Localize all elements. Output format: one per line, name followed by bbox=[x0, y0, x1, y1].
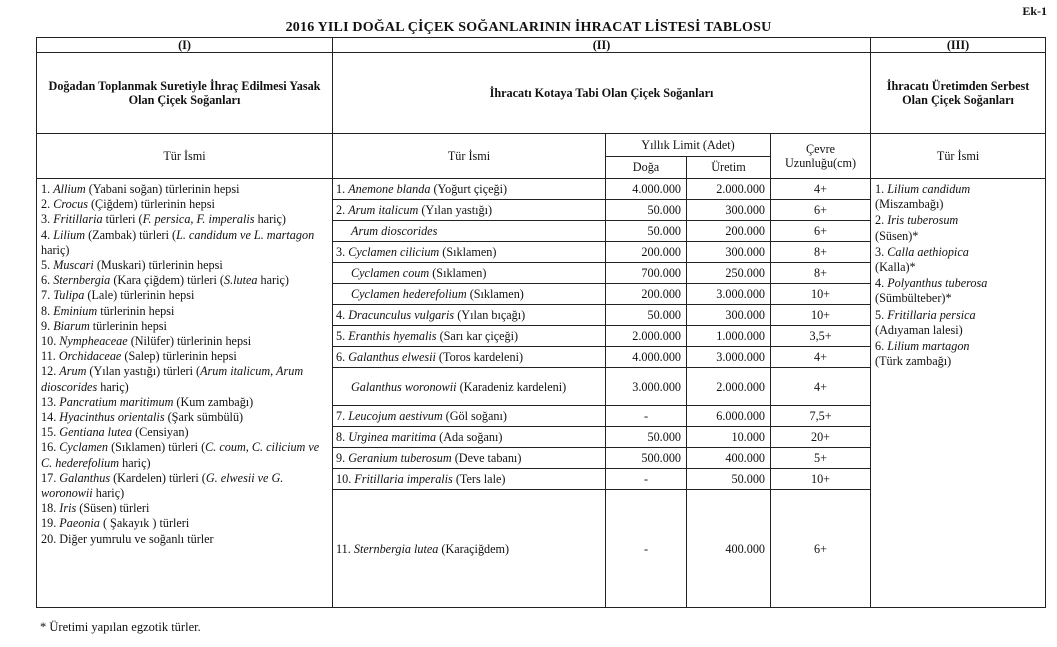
common-name: (Karaçiğdem) bbox=[438, 541, 510, 556]
item-number: 20. bbox=[41, 531, 57, 546]
item-number: 17. bbox=[41, 470, 57, 485]
list-item bbox=[41, 288, 328, 303]
item-text: (Kara çiğdem) türleri ( bbox=[110, 273, 224, 288]
quota-species-name bbox=[333, 490, 606, 608]
item-number: 15. bbox=[41, 425, 57, 440]
circumference-cell: 10+ bbox=[771, 284, 871, 305]
common-name: (Göl soğanı) bbox=[442, 409, 507, 423]
scientific-name: Muscari bbox=[53, 258, 94, 273]
quota-species-name bbox=[333, 284, 606, 305]
common-name: (Adıyaman lalesi) bbox=[875, 322, 963, 337]
item-text: türleri ( bbox=[102, 212, 143, 227]
item-number: 6. bbox=[41, 273, 51, 288]
scientific-name: Crocus bbox=[53, 197, 88, 212]
col1-roman: (I) bbox=[37, 38, 333, 53]
circumference-cell: 7,5+ bbox=[771, 406, 871, 427]
scientific-name: Hyacinthus orientalis bbox=[59, 410, 165, 425]
quota-species-name bbox=[333, 406, 606, 427]
production-limit-cell: 200.000 bbox=[687, 221, 771, 242]
item-number: 11. bbox=[41, 349, 56, 364]
list-item bbox=[875, 308, 1041, 338]
circumference-header: Çevre Uzunluğu(cm) bbox=[771, 134, 871, 179]
production-limit-cell: 300.000 bbox=[687, 305, 771, 326]
list-item bbox=[41, 425, 328, 440]
list-item bbox=[41, 304, 328, 319]
quota-species-name bbox=[333, 221, 606, 242]
scientific-name: Cyclamen cilicium bbox=[348, 245, 440, 259]
scientific-name: C. coum, C. cilicium ve C. hederefolium bbox=[41, 440, 320, 470]
item-number: 12. bbox=[41, 364, 57, 379]
production-limit-cell: 300.000 bbox=[687, 200, 771, 221]
item-number: 11. bbox=[336, 541, 351, 556]
item-number: 6. bbox=[336, 350, 346, 364]
common-name: (Kalla)* bbox=[875, 260, 916, 275]
circumference-cell: 4+ bbox=[771, 179, 871, 200]
scientific-name: Arum italicum, Arum dioscorides bbox=[41, 364, 304, 394]
list-item bbox=[41, 440, 328, 470]
item-text: (Sıklamen) türleri ( bbox=[108, 440, 206, 455]
col2-description: İhracatı Kotaya Tabi Olan Çiçek Soğanları bbox=[333, 53, 871, 134]
production-limit-cell: 2.000.000 bbox=[687, 368, 771, 406]
scientific-name: Anemone blanda bbox=[348, 182, 431, 196]
item-text: hariç) bbox=[119, 455, 151, 470]
production-limit-cell: 250.000 bbox=[687, 263, 771, 284]
item-number: 10. bbox=[41, 334, 57, 349]
list-item bbox=[875, 182, 1041, 212]
item-number: 14. bbox=[41, 410, 57, 425]
list-item bbox=[41, 532, 328, 547]
nature-limit-cell: 200.000 bbox=[606, 284, 687, 305]
circumference-cell: 8+ bbox=[771, 263, 871, 284]
footnote: * Üretimi yapılan egzotik türler. bbox=[40, 620, 201, 634]
scientific-name: Galanthus elwesii bbox=[348, 350, 436, 364]
production-limit-cell: 2.000.000 bbox=[687, 179, 771, 200]
production-limit-cell: 3.000.000 bbox=[687, 284, 771, 305]
nature-limit-cell: - bbox=[606, 406, 687, 427]
scientific-name: Orchidaceae bbox=[58, 349, 122, 364]
production-limit-cell: 6.000.000 bbox=[687, 406, 771, 427]
export-list-table bbox=[36, 37, 1046, 608]
list-item bbox=[875, 339, 1041, 369]
common-name: (Yoğurt çiçeği) bbox=[430, 182, 508, 196]
item-number: 1. bbox=[336, 182, 346, 196]
scientific-name: Leucojum aestivum bbox=[348, 409, 443, 423]
scientific-name: G. elwesii ve G. woronowii bbox=[41, 470, 284, 501]
scientific-name: Cyclamen coum bbox=[351, 266, 430, 280]
item-number: 4. bbox=[336, 308, 346, 322]
list-item bbox=[41, 258, 328, 273]
item-text: (Zambak) türleri ( bbox=[85, 227, 177, 242]
item-number: 3. bbox=[875, 244, 885, 259]
common-name: (Sarı kar çiçeği) bbox=[436, 329, 519, 343]
list-item bbox=[875, 213, 1041, 243]
common-name: (Sıklamen) bbox=[429, 266, 487, 280]
production-limit-cell: 400.000 bbox=[687, 490, 771, 608]
scientific-name: Iris bbox=[59, 501, 77, 516]
item-text: ( Şakayık ) türleri bbox=[99, 516, 190, 531]
common-name: (Sümbülteber)* bbox=[875, 291, 952, 306]
item-text: (Çiğdem) türlerinin hepsi bbox=[87, 197, 215, 212]
scientific-name: Pancratium maritimum bbox=[59, 394, 174, 409]
scientific-name: Fritillaria bbox=[53, 212, 103, 227]
circumference-cell: 3,5+ bbox=[771, 326, 871, 347]
scientific-name: Eranthis hyemalis bbox=[348, 329, 437, 343]
item-text: (Kum zambağı) bbox=[173, 394, 254, 409]
common-name: (Yılan bıçağı) bbox=[454, 308, 526, 322]
scientific-name: Cyclamen hederefolium bbox=[351, 287, 467, 301]
item-number: 7. bbox=[41, 288, 51, 303]
nature-limit-cell: 4.000.000 bbox=[606, 179, 687, 200]
scientific-name: Iris tuberosum bbox=[887, 213, 959, 228]
nature-limit-cell: 50.000 bbox=[606, 427, 687, 448]
nature-limit-cell: 2.000.000 bbox=[606, 326, 687, 347]
nature-limit-cell: - bbox=[606, 490, 687, 608]
circumference-cell: 4+ bbox=[771, 368, 871, 406]
scientific-name: Calla aethiopica bbox=[887, 244, 969, 259]
item-number: 4. bbox=[875, 276, 885, 291]
list-item bbox=[41, 471, 328, 501]
common-name: (Ada soğanı) bbox=[436, 430, 503, 444]
production-limit-cell: 400.000 bbox=[687, 448, 771, 469]
page-title: 2016 YILI DOĞAL ÇİÇEK SOĞANLARININ İHRACAT LİSTESİ TABLOSU bbox=[285, 20, 772, 35]
item-text: (Muskari) türlerinin hepsi bbox=[93, 258, 223, 273]
item-number: 1. bbox=[875, 182, 885, 196]
common-name: (Süsen)* bbox=[875, 228, 919, 243]
quota-species-name bbox=[333, 179, 606, 200]
nature-limit-cell: 4.000.000 bbox=[606, 347, 687, 368]
item-number: 18. bbox=[41, 501, 57, 516]
circumference-cell: 5+ bbox=[771, 448, 871, 469]
scientific-name: Sternbergia bbox=[53, 273, 111, 288]
item-text: (Süsen) türleri bbox=[76, 501, 150, 516]
item-number: 9. bbox=[41, 318, 51, 333]
nature-limit-cell: - bbox=[606, 469, 687, 490]
item-number: 5. bbox=[41, 258, 51, 273]
col1-species-header: Tür İsmi bbox=[37, 134, 333, 179]
common-name: (Miszambağı) bbox=[875, 197, 944, 212]
common-name: (Yılan yastığı) bbox=[418, 203, 493, 217]
scientific-name: Eminium bbox=[53, 303, 98, 318]
item-text: hariç) bbox=[254, 212, 286, 227]
scientific-name: L. candidum ve L. martagon bbox=[176, 227, 315, 242]
annual-limit-header: Yıllık Limit (Adet) bbox=[606, 134, 771, 157]
item-number: 8. bbox=[41, 303, 51, 318]
scientific-name: Cyclamen bbox=[59, 440, 109, 455]
quota-species-name bbox=[333, 448, 606, 469]
quota-species-name bbox=[333, 242, 606, 263]
item-number: 5. bbox=[875, 307, 885, 322]
nature-limit-cell: 3.000.000 bbox=[606, 368, 687, 406]
common-name: (Deve tabanı) bbox=[451, 451, 522, 465]
quota-species-name bbox=[333, 200, 606, 221]
col2-roman: (II) bbox=[333, 38, 871, 53]
item-number: 4. bbox=[41, 227, 51, 242]
scientific-name: Gentiana lutea bbox=[59, 425, 133, 440]
item-text: Diğer yumrulu ve soğanlı türler bbox=[59, 531, 214, 546]
list-item bbox=[41, 197, 328, 212]
item-text: (Lale) türlerinin hepsi bbox=[84, 288, 195, 303]
scientific-name: Lilium candidum bbox=[887, 182, 971, 196]
scientific-name: Fritillaria imperalis bbox=[354, 472, 453, 486]
quota-species-name bbox=[333, 305, 606, 326]
circumference-cell: 10+ bbox=[771, 469, 871, 490]
scientific-name: Lilium martagon bbox=[887, 339, 970, 354]
list-item bbox=[41, 501, 328, 516]
common-name: (Sıklamen) bbox=[439, 245, 497, 259]
item-text: hariç) bbox=[97, 379, 129, 394]
scientific-name: Arum bbox=[59, 364, 87, 379]
production-limit-cell: 1.000.000 bbox=[687, 326, 771, 347]
item-number: 6. bbox=[875, 339, 885, 354]
scientific-name: Sternbergia lutea bbox=[353, 541, 439, 556]
item-number: 16. bbox=[41, 440, 57, 455]
scientific-name: Biarum bbox=[53, 318, 90, 333]
scientific-name: Fritillaria persica bbox=[887, 307, 976, 322]
scientific-name: Arum dioscorides bbox=[351, 224, 438, 238]
item-text: (Kardelen) türleri ( bbox=[110, 470, 206, 485]
list-item bbox=[41, 273, 328, 288]
common-name: (Türk zambağı) bbox=[875, 354, 952, 369]
nature-limit-cell: 50.000 bbox=[606, 200, 687, 221]
scientific-name: Urginea maritima bbox=[348, 430, 437, 444]
nature-header: Doğa bbox=[606, 156, 687, 179]
item-text: (Nilüfer) türlerinin hepsi bbox=[127, 334, 252, 349]
quota-species-name bbox=[333, 347, 606, 368]
col3-roman: (III) bbox=[871, 38, 1046, 53]
item-number: 8. bbox=[336, 430, 346, 444]
list-item bbox=[41, 334, 328, 349]
quota-species-name bbox=[333, 469, 606, 490]
quota-species-name bbox=[333, 368, 606, 406]
item-text: (Salep) türlerinin hepsi bbox=[121, 349, 237, 364]
scientific-name: Dracunculus vulgaris bbox=[348, 308, 455, 322]
col3-species-header: Tür İsmi bbox=[871, 134, 1046, 179]
list-item bbox=[41, 395, 328, 410]
circumference-cell: 6+ bbox=[771, 490, 871, 608]
item-number: 3. bbox=[336, 245, 346, 259]
list-item bbox=[41, 228, 328, 258]
item-number: 1. bbox=[41, 182, 51, 196]
list-item bbox=[41, 349, 328, 364]
col2-species-header: Tür İsmi bbox=[333, 134, 606, 179]
item-number: 19. bbox=[41, 516, 57, 531]
item-number: 13. bbox=[41, 394, 57, 409]
list-item bbox=[875, 245, 1041, 275]
item-text: (Şark sümbülü) bbox=[164, 410, 244, 425]
table-row bbox=[37, 179, 1046, 200]
scientific-name: Arum italicum bbox=[348, 203, 419, 217]
item-number: 9. bbox=[336, 451, 346, 465]
quota-species-name bbox=[333, 326, 606, 347]
list-item bbox=[41, 212, 328, 227]
scientific-name: Paeonia bbox=[59, 516, 100, 531]
scientific-name: Tulipa bbox=[53, 288, 85, 303]
circumference-cell: 6+ bbox=[771, 221, 871, 242]
item-number: 5. bbox=[336, 329, 346, 343]
quota-species-name bbox=[333, 427, 606, 448]
circumference-cell: 8+ bbox=[771, 242, 871, 263]
circumference-cell: 4+ bbox=[771, 347, 871, 368]
production-header: Üretim bbox=[687, 156, 771, 179]
scientific-name: Lilium bbox=[53, 227, 86, 242]
col3-description: İhracatı Üretimden Serbest Olan Çiçek Soğanları bbox=[871, 53, 1046, 134]
circumference-cell: 10+ bbox=[771, 305, 871, 326]
circumference-cell: 20+ bbox=[771, 427, 871, 448]
item-text: hariç) bbox=[41, 242, 70, 257]
list-item bbox=[875, 276, 1041, 306]
item-text: türlerinin hepsi bbox=[89, 318, 167, 333]
prohibited-species-list bbox=[37, 179, 333, 608]
item-number: 2. bbox=[875, 213, 885, 228]
list-item bbox=[41, 410, 328, 425]
item-number: 3. bbox=[41, 212, 51, 227]
circumference-cell: 6+ bbox=[771, 200, 871, 221]
free-export-species-list bbox=[871, 179, 1046, 608]
nature-limit-cell: 700.000 bbox=[606, 263, 687, 284]
production-limit-cell: 50.000 bbox=[687, 469, 771, 490]
production-limit-cell: 10.000 bbox=[687, 427, 771, 448]
scientific-name: Galanthus woronowii bbox=[351, 379, 457, 394]
scientific-name: Polyanthus tuberosa bbox=[887, 276, 988, 291]
list-item bbox=[41, 182, 328, 197]
production-limit-cell: 3.000.000 bbox=[687, 347, 771, 368]
item-number: 2. bbox=[41, 197, 51, 212]
item-number: 2. bbox=[336, 203, 346, 217]
common-name: (Sıklamen) bbox=[466, 287, 524, 301]
common-name: (Karadeniz kardeleni) bbox=[456, 379, 567, 394]
nature-limit-cell: 500.000 bbox=[606, 448, 687, 469]
item-text: hariç) bbox=[257, 273, 289, 288]
item-number: 10. bbox=[336, 472, 352, 486]
item-number: 7. bbox=[336, 409, 346, 423]
scientific-name: F. persica, F. imperalis bbox=[142, 212, 255, 227]
list-item bbox=[41, 516, 328, 531]
scientific-name: Geranium tuberosum bbox=[348, 451, 452, 465]
item-text: türlerinin hepsi bbox=[97, 303, 175, 318]
item-text: (Censiyan) bbox=[132, 425, 189, 440]
nature-limit-cell: 50.000 bbox=[606, 305, 687, 326]
scientific-name: S.lutea bbox=[223, 273, 258, 288]
scientific-name: Allium bbox=[53, 182, 86, 196]
scientific-name: Nympheaceae bbox=[59, 334, 128, 349]
production-limit-cell: 300.000 bbox=[687, 242, 771, 263]
item-text: (Yabani soğan) türlerinin hepsi bbox=[85, 182, 240, 196]
item-text: (Yılan yastığı) türleri ( bbox=[86, 364, 201, 379]
list-item bbox=[41, 364, 328, 394]
scientific-name: Galanthus bbox=[59, 470, 111, 485]
quota-species-name bbox=[333, 263, 606, 284]
item-text: hariç) bbox=[92, 486, 125, 501]
document-label: Ek-1 bbox=[1022, 4, 1047, 18]
nature-limit-cell: 200.000 bbox=[606, 242, 687, 263]
col1-description: Doğadan Toplanmak Suretiyle İhraç Edilmesi Yasak Olan Çiçek Soğanları bbox=[37, 53, 333, 134]
nature-limit-cell: 50.000 bbox=[606, 221, 687, 242]
common-name: (Ters lale) bbox=[452, 472, 506, 486]
list-item bbox=[41, 319, 328, 334]
common-name: (Toros kardeleni) bbox=[435, 350, 524, 364]
